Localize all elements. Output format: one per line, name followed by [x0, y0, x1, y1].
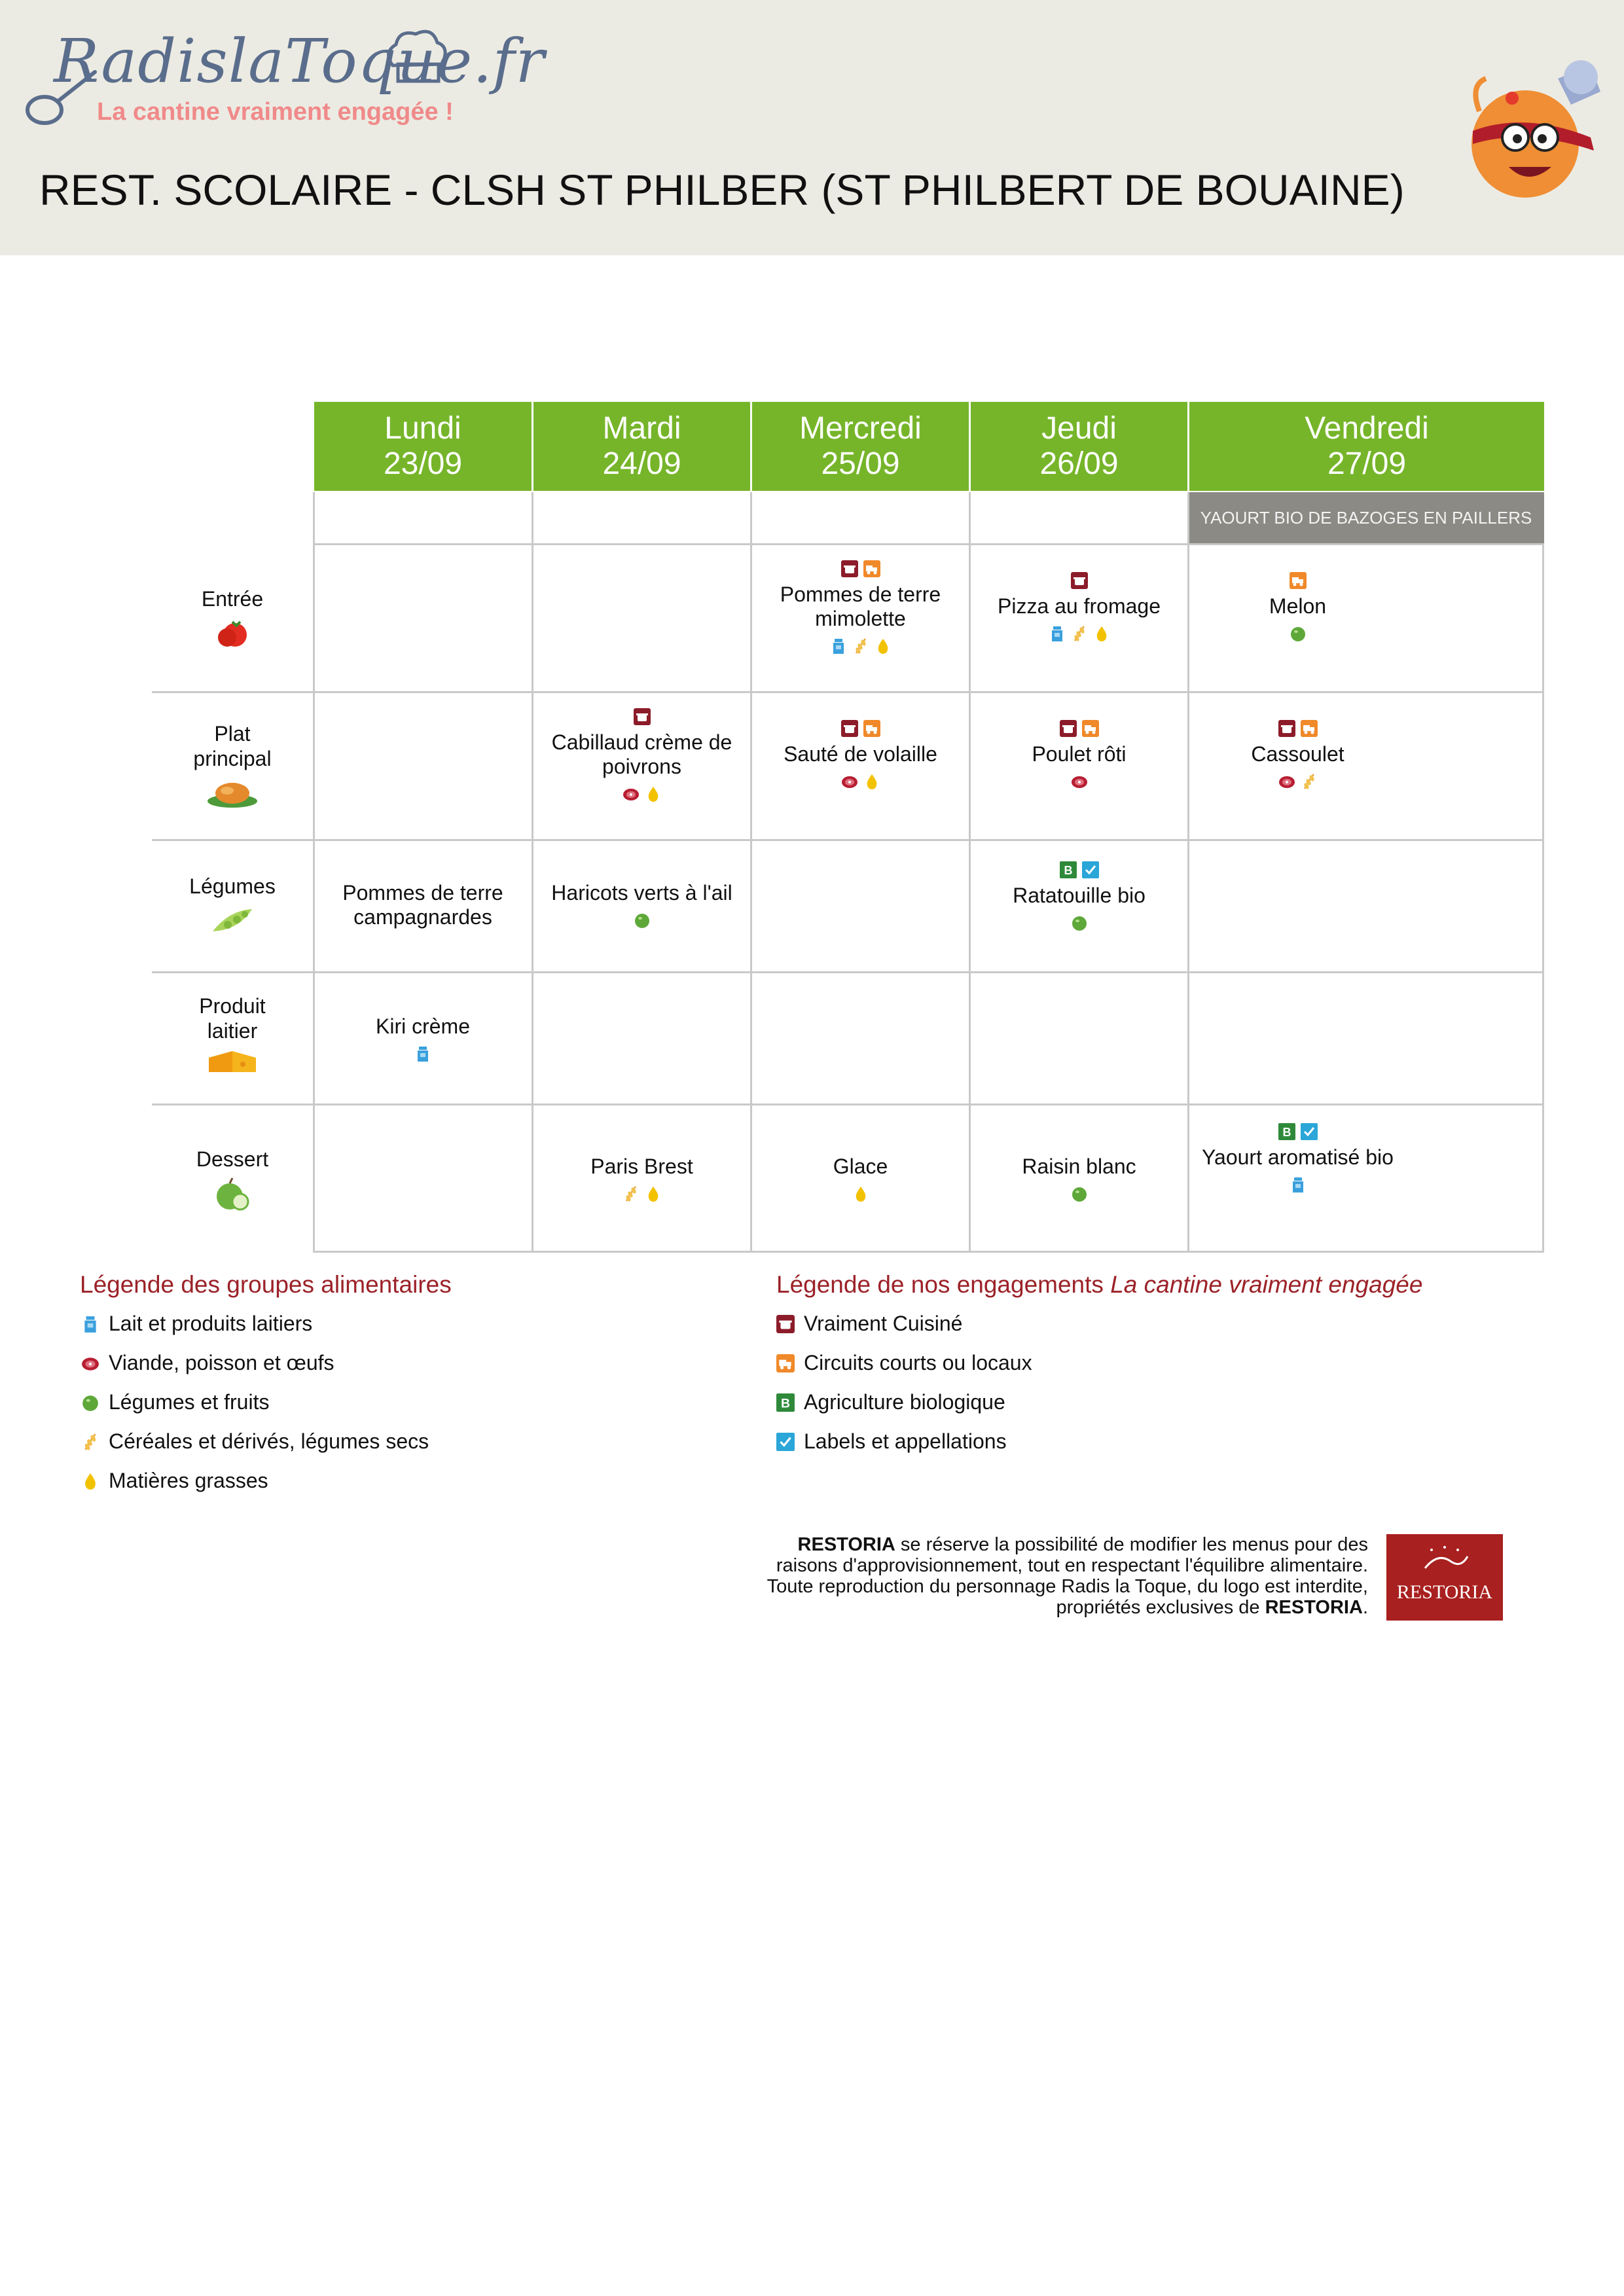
- labels-check-icon: [1082, 861, 1099, 878]
- meat-icon: [623, 785, 640, 802]
- dish-name: Pommes de terre mimolette: [780, 583, 941, 630]
- category-label: Légumes: [189, 874, 276, 898]
- labels-check-icon: [776, 1433, 795, 1451]
- vegetable-fruit-icon: [1071, 914, 1088, 931]
- cereal-icon: [852, 637, 869, 655]
- menu-cell-plat-jeudi: [971, 720, 1187, 790]
- meat-icon: [1071, 773, 1088, 790]
- fat-drop-icon: [645, 1185, 662, 1202]
- dairy-icon: [1290, 1176, 1307, 1193]
- menu-cell-dessert-mercredi: [752, 1155, 969, 1202]
- legend-item-labels: [776, 1429, 1007, 1454]
- category-plat: [152, 721, 313, 809]
- category-label: principal: [193, 747, 272, 770]
- day-date: 24/09: [602, 446, 681, 481]
- cheese-icon: [206, 1049, 259, 1075]
- legend-item-vegetables: [81, 1390, 269, 1414]
- grid-line: [313, 543, 1544, 545]
- footer-text: propriétés exclusives de: [1056, 1597, 1265, 1618]
- page-header: [0, 0, 1624, 255]
- dish-name: Poulet rôti: [1032, 742, 1127, 766]
- agriculture-bio-icon: [1060, 861, 1077, 878]
- apple-icon: [213, 1177, 252, 1212]
- legend-item-agriculture-bio: [776, 1390, 1005, 1414]
- category-legumes: [152, 874, 313, 937]
- footer-line: raisons d'approvisionnement, tout en respectant l'équilibre alimentaire.: [776, 1555, 1368, 1576]
- vraiment-cuisine-icon: [1071, 572, 1088, 589]
- fat-drop-icon: [81, 1472, 99, 1490]
- category-label: Produit: [199, 994, 266, 1018]
- day-date: 25/09: [821, 446, 900, 481]
- day-header-vendredi: [1189, 402, 1544, 491]
- restoria-logo-text: RESTORIA: [1396, 1581, 1493, 1603]
- day-name: Vendredi: [1305, 411, 1429, 446]
- category-label: Plat: [214, 722, 251, 745]
- menu-cell-entree-mercredi: [752, 560, 969, 655]
- fat-drop-icon: [852, 1185, 869, 1202]
- menu-cell-entree-vendredi: [1189, 572, 1406, 642]
- cereal-icon: [1071, 625, 1088, 642]
- dish-name: Ratatouille bio: [1013, 884, 1146, 907]
- menu-cell-legumes-jeudi: [971, 861, 1187, 931]
- dish-name: Glace: [833, 1155, 888, 1178]
- day-name: Jeudi: [1041, 411, 1117, 446]
- footer-disclaimer: [694, 1534, 1368, 1618]
- cereal-icon: [81, 1433, 99, 1451]
- svg-text:B: B: [1064, 864, 1072, 877]
- legend-item-vraiment-cuisine: [776, 1312, 962, 1336]
- vraiment-cuisine-icon: [634, 708, 651, 725]
- vegetable-fruit-icon: [634, 912, 651, 929]
- meat-icon: [841, 773, 858, 790]
- legend-item-meat: [81, 1351, 334, 1375]
- grid-line: [152, 971, 1544, 973]
- dish-name: Raisin blanc: [1022, 1155, 1136, 1178]
- fat-drop-icon: [645, 785, 662, 802]
- menu-cell-plat-mercredi: [752, 720, 969, 790]
- menu-cell-dessert-jeudi: [971, 1155, 1187, 1202]
- day-header-lundi: [314, 402, 532, 491]
- menu-cell-dessert-mardi: [533, 1155, 750, 1202]
- dairy-icon: [830, 637, 847, 655]
- dish-name: Pizza au fromage: [997, 594, 1161, 618]
- site-logo[interactable]: RadislaToque.fr: [54, 26, 545, 96]
- page-title: REST. SCOLAIRE - CLSH ST PHILBER (ST PHILBERT DE BOUAINE): [39, 166, 1405, 214]
- agriculture-bio-icon: [1278, 1123, 1295, 1140]
- restoria-emblem-icon: [1405, 1542, 1484, 1581]
- day-header-jeudi: [971, 402, 1187, 491]
- dish-name: Pommes de terre campagnardes: [342, 881, 503, 929]
- dairy-icon: [1049, 625, 1066, 642]
- legend-label: Viande, poisson et œufs: [109, 1351, 334, 1374]
- fat-drop-icon: [875, 637, 892, 655]
- vegetable-fruit-icon: [1290, 625, 1307, 642]
- day-date: 27/09: [1327, 446, 1407, 481]
- vegetable-fruit-icon: [81, 1393, 99, 1412]
- circuits-courts-icon: [1301, 720, 1318, 737]
- vraiment-cuisine-icon: [1060, 720, 1077, 737]
- day-name: Mercredi: [799, 411, 922, 446]
- legend-title-text: Légende de nos engagements: [776, 1271, 1111, 1298]
- legend-item-dairy: [81, 1312, 312, 1336]
- chef-hat-icon: [380, 26, 452, 92]
- legend-item-fats: [81, 1469, 268, 1493]
- legend-groups-title: Légende des groupes alimentaires: [80, 1271, 452, 1298]
- menu-cell-legumes-mardi: [533, 881, 750, 929]
- dish-name: Kiri crème: [375, 1014, 470, 1038]
- footer-text: .: [1362, 1597, 1368, 1618]
- legend-label: Matières grasses: [109, 1469, 268, 1492]
- radis-mascot-icon: [1460, 59, 1617, 216]
- labels-check-icon: [1301, 1123, 1318, 1140]
- category-label: Entrée: [201, 587, 264, 611]
- dish-name: Cassoulet: [1251, 742, 1344, 766]
- category-entree: [152, 586, 313, 649]
- legend-label: Céréales et dérivés, légumes secs: [109, 1429, 429, 1453]
- dish-name: Yaourt aromatisé bio: [1202, 1145, 1394, 1169]
- restoria-logo[interactable]: [1386, 1534, 1503, 1621]
- grid-line: [152, 839, 1544, 841]
- category-dessert: [152, 1147, 313, 1212]
- category-label: laitier: [207, 1019, 258, 1043]
- legend-item-cereals: [81, 1429, 429, 1454]
- grid-line: [313, 492, 315, 1253]
- tomato-icon: [213, 617, 252, 649]
- fat-drop-icon: [1093, 625, 1110, 642]
- dish-name: Sauté de volaille: [784, 742, 937, 766]
- grid-line: [1542, 543, 1544, 1253]
- svg-text:B: B: [1282, 1126, 1291, 1139]
- dairy-icon: [81, 1315, 99, 1333]
- circuits-courts-icon: [863, 560, 880, 577]
- day-header-mercredi: [752, 402, 969, 491]
- svg-text:B: B: [781, 1396, 790, 1411]
- grid-line: [313, 1251, 1544, 1253]
- grid-line: [532, 492, 533, 1253]
- legend-label: Lait et produits laitiers: [109, 1312, 313, 1335]
- vraiment-cuisine-icon: [776, 1315, 795, 1333]
- brand-name: RESTORIA: [797, 1534, 895, 1555]
- brand-name: RESTORIA: [1265, 1597, 1363, 1618]
- day-date: 26/09: [1039, 446, 1119, 481]
- vraiment-cuisine-icon: [841, 720, 858, 737]
- dish-name: Paris Brest: [590, 1155, 693, 1178]
- footer-text: se réserve la possibilité de modifier les menus pour des: [895, 1534, 1368, 1555]
- vraiment-cuisine-icon: [1278, 720, 1295, 737]
- grid-line: [152, 691, 1544, 693]
- dish-name: Melon: [1269, 594, 1327, 618]
- special-note: YAOURT BIO DE BAZOGES EN PAILLERS: [1188, 492, 1544, 543]
- menu-cell-legumes-lundi: [314, 881, 532, 929]
- category-label: Dessert: [196, 1147, 269, 1171]
- vegetable-fruit-icon: [1071, 1185, 1088, 1202]
- peas-icon: [209, 904, 255, 937]
- menu-cell-laitier-lundi: [314, 1014, 532, 1062]
- menu-cell-dessert-vendredi: [1189, 1123, 1406, 1193]
- dish-name: Haricots verts à l'ail: [551, 881, 732, 905]
- cereal-icon: [623, 1185, 640, 1202]
- legend-label: Légumes et fruits: [109, 1390, 270, 1414]
- meat-icon: [81, 1354, 99, 1372]
- legend-item-circuits-courts: [776, 1351, 1032, 1375]
- legend-label: Agriculture biologique: [804, 1390, 1005, 1414]
- legend-label: Labels et appellations: [804, 1429, 1007, 1453]
- day-header-mardi: [533, 402, 750, 491]
- circuits-courts-icon: [776, 1354, 795, 1372]
- roast-chicken-icon: [206, 776, 259, 809]
- vraiment-cuisine-icon: [841, 560, 858, 577]
- legend-title-italic: La cantine vraiment engagée: [1110, 1271, 1423, 1298]
- footer-line: [694, 1534, 1368, 1555]
- category-produit-laitier: [152, 994, 313, 1075]
- circuits-courts-icon: [1082, 720, 1099, 737]
- dish-name: Cabillaud crème de poivrons: [551, 730, 732, 778]
- meat-icon: [1278, 773, 1295, 790]
- menu-cell-entree-jeudi: [971, 572, 1187, 642]
- footer-line: [694, 1597, 1368, 1618]
- agriculture-bio-icon: [776, 1393, 795, 1412]
- circuits-courts-icon: [1290, 572, 1307, 589]
- legend-label: Circuits courts ou locaux: [804, 1351, 1032, 1374]
- grid-line: [152, 1103, 1544, 1105]
- day-name: Mardi: [602, 411, 681, 446]
- menu-cell-plat-vendredi: [1189, 720, 1406, 790]
- tagline: La cantine vraiment engagée !: [97, 98, 454, 126]
- legend-label: Vraiment Cuisiné: [804, 1312, 963, 1335]
- fat-drop-icon: [863, 773, 880, 790]
- day-date: 23/09: [383, 446, 463, 481]
- circuits-courts-icon: [863, 720, 880, 737]
- menu-cell-plat-mardi: [533, 708, 750, 802]
- dairy-icon: [414, 1045, 431, 1062]
- legend-engagements-title: [776, 1271, 1422, 1299]
- footer-line: Toute reproduction du personnage Radis la Toque, du logo est interdite,: [767, 1576, 1368, 1597]
- day-name: Lundi: [384, 411, 461, 446]
- cereal-icon: [1301, 773, 1318, 790]
